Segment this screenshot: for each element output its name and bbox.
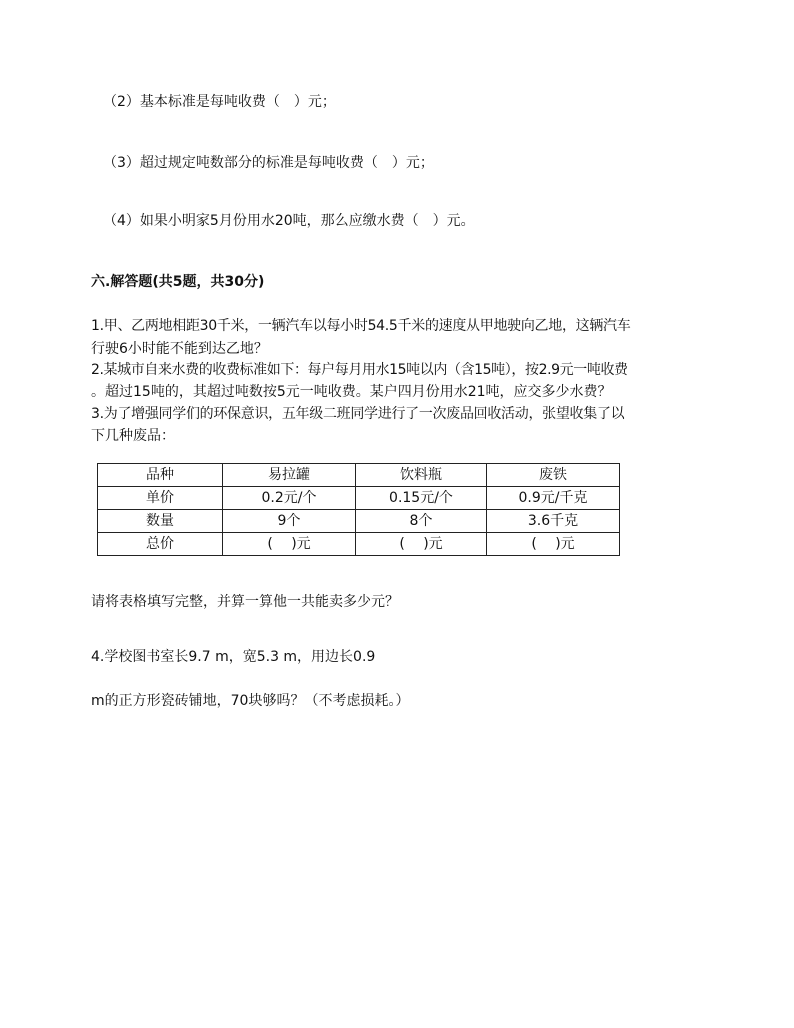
table-header-cell: 饮料瓶 xyxy=(356,464,487,487)
sub-question-4: （4）如果小明家5月份用水20吨，那么应缴水费（ ）元。 xyxy=(103,213,475,229)
table-cell: 0.9元/千克 xyxy=(487,487,620,510)
table-row xyxy=(98,487,620,510)
table-cell: ( )元 xyxy=(356,533,487,556)
sub-question-2: （2）基本标准是每吨收费（ ）元； xyxy=(103,94,336,110)
problem-2-line-2: 。超过15吨的，其超过吨数按5元一吨收费。某户四月份用水21吨，应交多少水费？ xyxy=(91,384,612,400)
problem-4-line-1: 4.学校图书室长9.7 m，宽5.3 m，用边长0.9 xyxy=(91,649,376,665)
table-header-cell: 废铁 xyxy=(487,464,620,487)
table-cell: 0.2元/个 xyxy=(223,487,356,510)
table-header-cell: 品种 xyxy=(98,464,223,487)
table-row xyxy=(98,533,620,556)
table-cell: 9个 xyxy=(223,510,356,533)
table-header-cell: 易拉罐 xyxy=(223,464,356,487)
section-heading: 六.解答题(共5题，共30分) xyxy=(91,274,265,290)
table-cell: 数量 xyxy=(98,510,223,533)
problem-4-line-2: m的正方形瓷砖铺地，70块够吗？（不考虑损耗。） xyxy=(91,693,410,709)
table-cell: ( )元 xyxy=(223,533,356,556)
table-cell: 3.6千克 xyxy=(487,510,620,533)
table-cell: ( )元 xyxy=(487,533,620,556)
problem-3-line-1: 3.为了增强同学们的环保意识，五年级二班同学进行了一次废品回收活动，张望收集了以 xyxy=(91,406,625,422)
table-header-row xyxy=(98,464,620,487)
table-cell: 0.15元/个 xyxy=(356,487,487,510)
problem-2-line-1: 2.某城市自来水费的收费标准如下：每户每月用水15吨以内（含15吨），按2.9元一吨收费 xyxy=(91,362,628,378)
waste-table xyxy=(97,463,620,556)
problem-1-line-2: 行驶6小时能不能到达乙地？ xyxy=(91,341,268,357)
problem-3-instruction: 请将表格填写完整，并算一算他一共能卖多少元？ xyxy=(91,594,399,610)
table-cell: 单价 xyxy=(98,487,223,510)
problem-3-line-2: 下几种废品： xyxy=(91,428,175,444)
table-cell: 总价 xyxy=(98,533,223,556)
table-row xyxy=(98,510,620,533)
sub-question-3: （3）超过规定吨数部分的标准是每吨收费（ ）元； xyxy=(103,155,434,171)
problem-1-line-1: 1.甲、乙两地相距30千米，一辆汽车以每小时54.5千米的速度从甲地驶向乙地，这辆汽车 xyxy=(91,318,631,334)
table-cell: 8个 xyxy=(356,510,487,533)
